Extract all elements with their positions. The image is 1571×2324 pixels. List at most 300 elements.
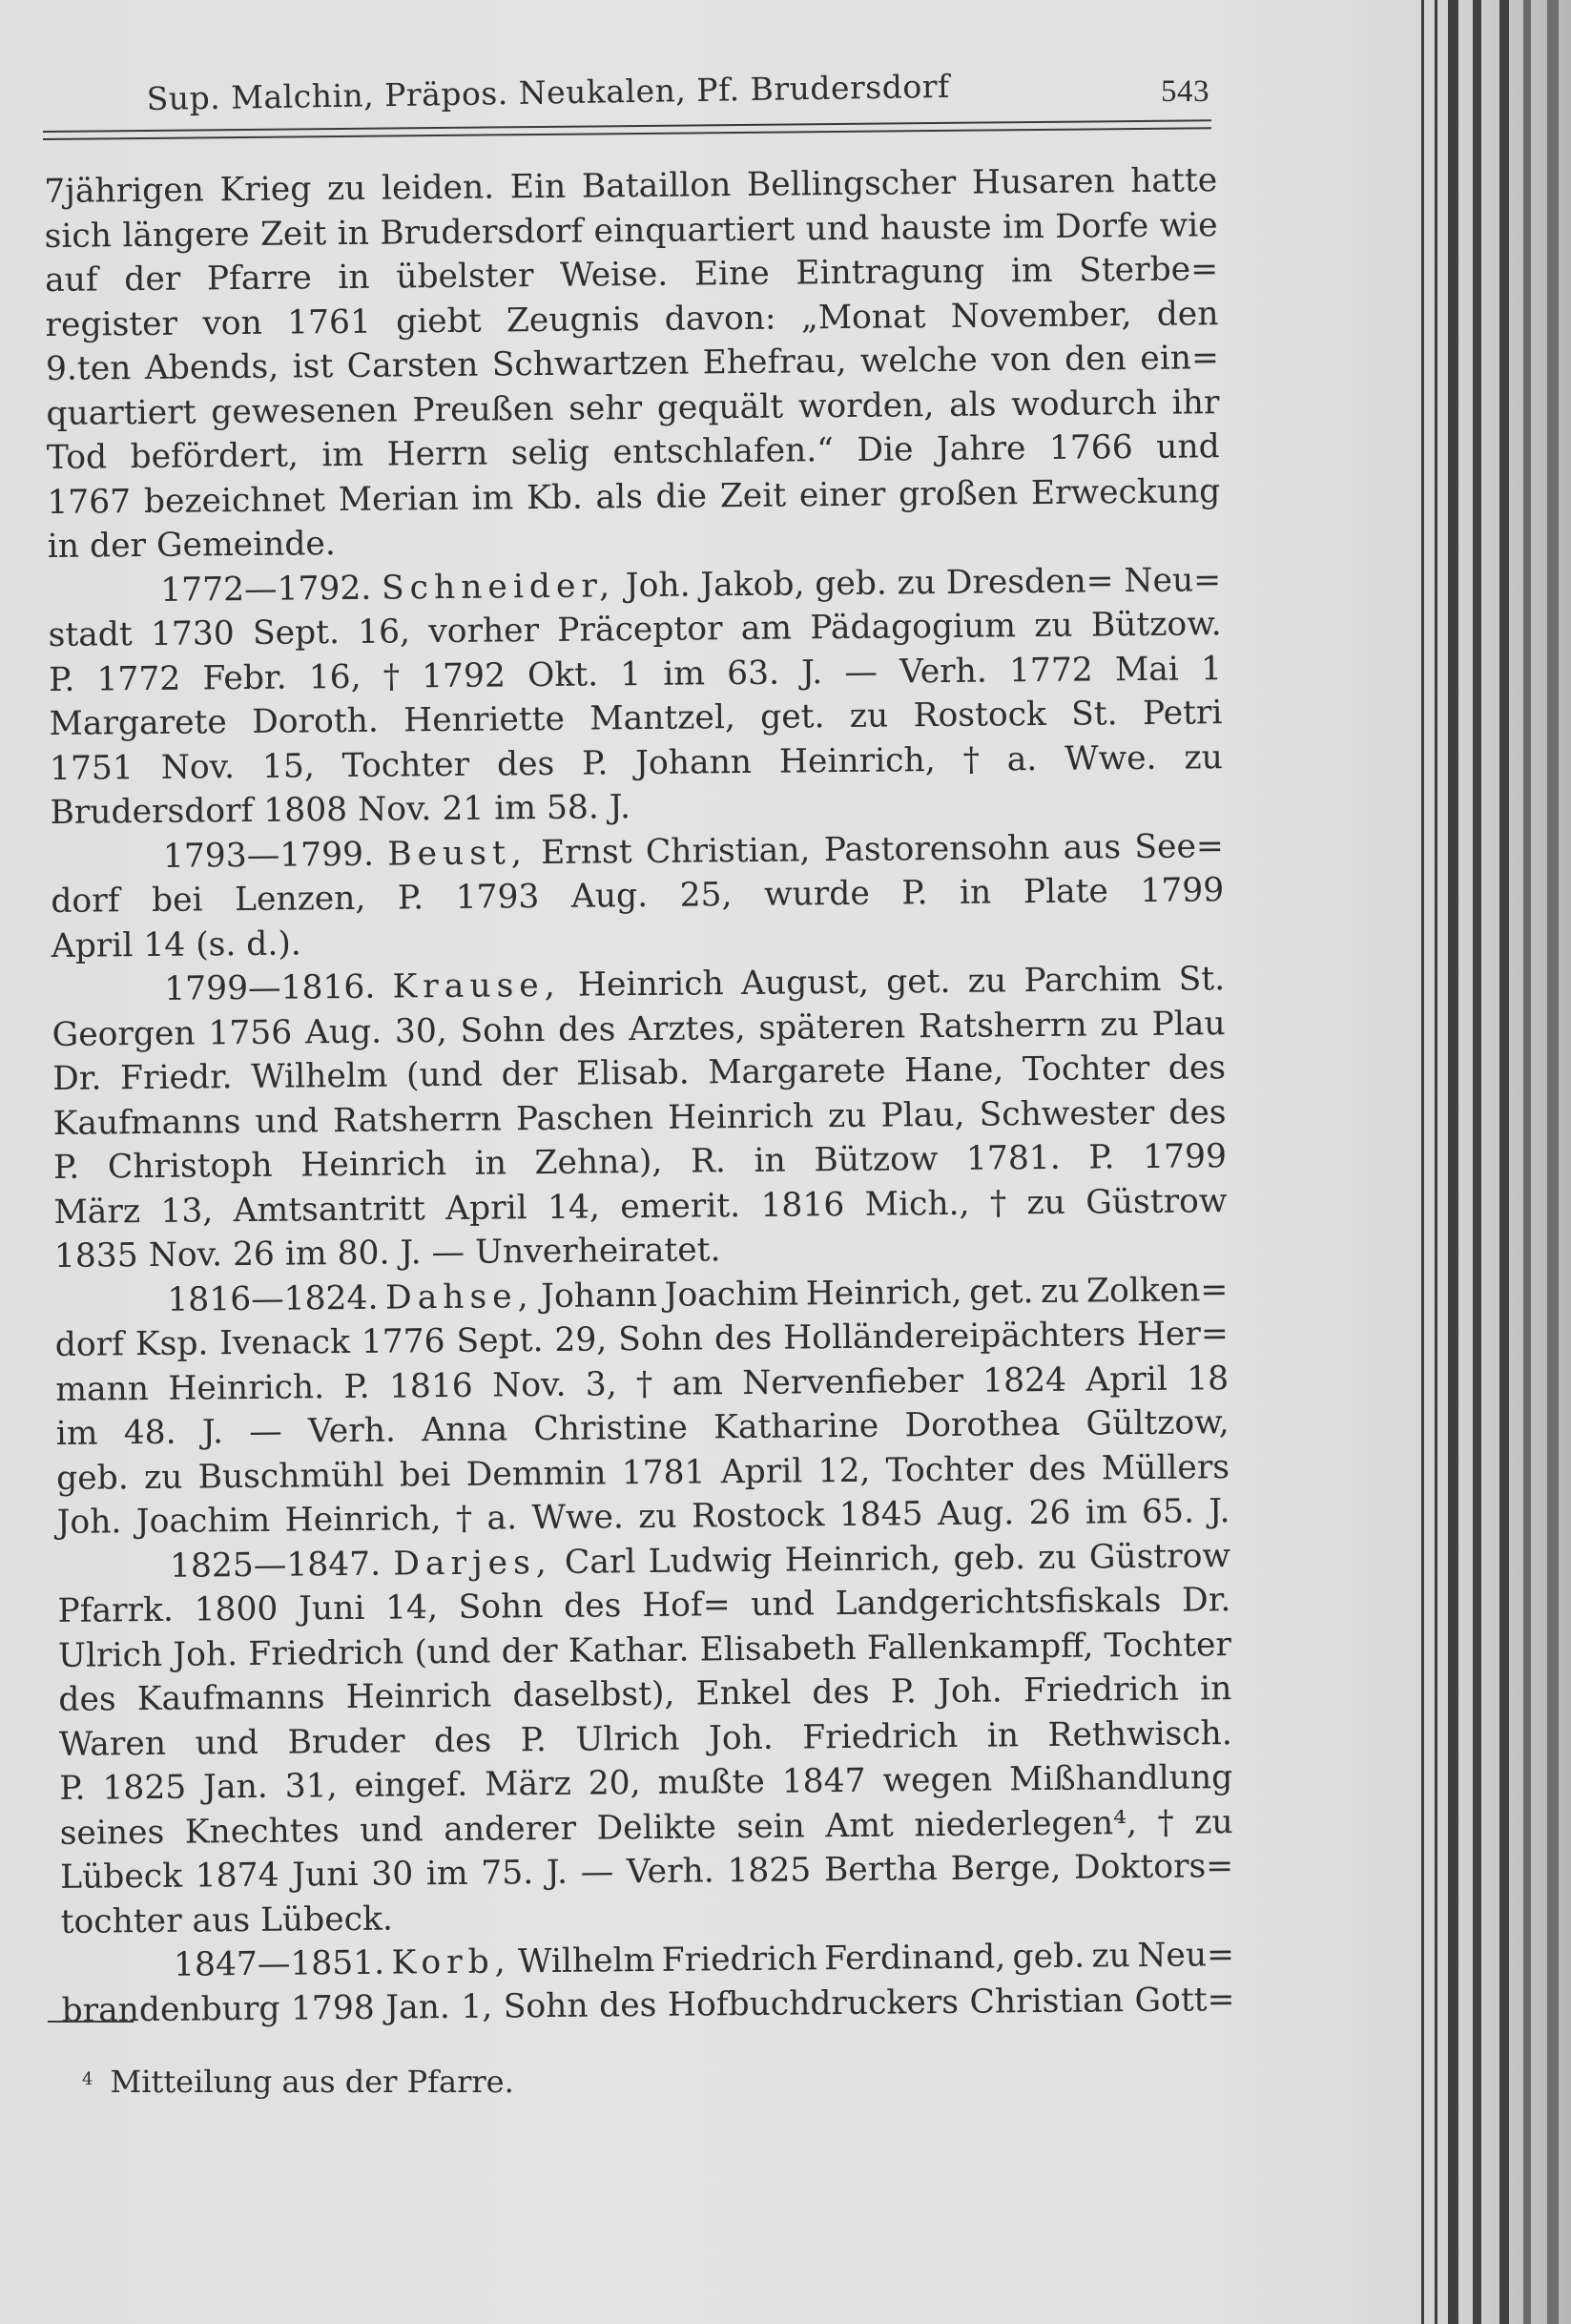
word: Kathar. <box>568 1630 690 1670</box>
word: 1799 <box>1142 1137 1228 1176</box>
word: 1825—1847. <box>169 1545 382 1586</box>
word: Pastorensohn <box>823 828 1050 869</box>
word: 1761 <box>286 302 372 342</box>
word: August, <box>740 963 870 1004</box>
word: Zeit <box>259 214 327 254</box>
word: 1800 <box>194 1589 279 1629</box>
word: Ratsherrn <box>332 1099 502 1140</box>
word: (s. <box>196 924 237 965</box>
word: im <box>284 1235 327 1274</box>
word: großen <box>898 473 1019 513</box>
word: Heinrich, <box>284 1500 442 1540</box>
word: Joachim <box>664 1274 799 1315</box>
word: Bruder <box>287 1721 405 1762</box>
word: quartiert <box>46 392 196 433</box>
word: P. <box>397 879 424 918</box>
word: längere <box>122 215 250 255</box>
word: 1793—1799. <box>162 835 375 876</box>
word: in <box>474 1144 507 1183</box>
word: — <box>249 1412 282 1451</box>
word: dorf <box>54 1325 125 1364</box>
word: 26 <box>232 1235 276 1275</box>
word: Doktors= <box>1073 1847 1234 1887</box>
word: Gültzow, <box>1085 1403 1230 1443</box>
word: Erweckung <box>1030 471 1221 512</box>
word: Nov. <box>357 790 432 829</box>
word: Gott= <box>1134 1980 1235 2020</box>
word: R. <box>690 1142 727 1181</box>
word: 1845 <box>838 1495 923 1535</box>
word: Brudersdorf <box>50 791 254 832</box>
word: vorher <box>428 612 540 652</box>
word: Pfarrk. <box>57 1590 175 1630</box>
word: Amt <box>825 1806 894 1845</box>
word: am <box>672 1363 724 1403</box>
word: den <box>1064 340 1127 379</box>
word: 58. <box>546 788 600 827</box>
word: Christian, <box>645 830 811 871</box>
word: Ehefrau, <box>702 342 847 383</box>
word: Katharine <box>713 1406 879 1447</box>
word: Plau, <box>880 1095 965 1135</box>
word: Ernst <box>540 832 632 872</box>
word: Berge, <box>950 1848 1062 1888</box>
word: Güstrow <box>1088 1536 1231 1577</box>
word: 1847 <box>781 1761 866 1801</box>
word: Bellingscher <box>746 163 957 204</box>
footnote-rule <box>48 2021 134 2023</box>
word: Verh. <box>899 652 988 691</box>
word: als <box>595 477 644 516</box>
word: Unverheiratet. <box>474 1231 721 1272</box>
word: Delikte <box>596 1807 717 1848</box>
word: 48. <box>123 1413 176 1453</box>
word: in <box>47 527 80 566</box>
word: befördert, <box>130 436 300 477</box>
word: im <box>494 789 537 828</box>
word: Jahre <box>936 429 1026 469</box>
word: Johann <box>635 742 753 782</box>
word: zu <box>1100 1005 1139 1044</box>
word: zu <box>1034 606 1073 646</box>
word: im <box>55 1414 98 1453</box>
word: Juni <box>292 1855 359 1895</box>
word: Heinrich <box>300 1144 447 1185</box>
word: niederlegen⁴, <box>914 1803 1138 1844</box>
word: Heinrich, <box>784 1539 941 1580</box>
word: Arztes, <box>628 1008 746 1048</box>
word: Zehna), <box>534 1142 663 1183</box>
word: zu <box>827 1096 867 1135</box>
word: Krieg <box>219 170 312 210</box>
word: — <box>580 1853 614 1892</box>
word: im <box>425 1854 468 1894</box>
word: Hof= <box>641 1586 731 1626</box>
word: Margarete <box>708 1051 886 1092</box>
word: geb. <box>953 1538 1026 1578</box>
word: Eintragung <box>796 252 985 293</box>
word: St. <box>1178 960 1226 999</box>
word: (und <box>414 1632 491 1671</box>
word: Wwe. <box>1064 738 1157 778</box>
word: auf <box>44 260 98 300</box>
word: 1781 <box>621 1452 706 1492</box>
word: in <box>986 1715 1020 1755</box>
word: Waren <box>58 1724 167 1764</box>
word: 1756 <box>208 1013 293 1052</box>
word: mußte <box>657 1762 765 1802</box>
word: 26 <box>1028 1493 1071 1533</box>
word: Mich., <box>864 1184 970 1224</box>
word: St. <box>1070 695 1118 734</box>
word: 15, <box>261 746 315 786</box>
word: Ferdinand, <box>823 1938 1006 1979</box>
word: Plate <box>1023 872 1109 912</box>
word: P. <box>890 1672 918 1712</box>
word: 9.ten <box>45 349 132 388</box>
word: 63. <box>726 654 780 693</box>
word: und <box>1156 427 1220 467</box>
word: 1825 <box>102 1768 187 1808</box>
word: 1825 <box>727 1851 812 1891</box>
word: Verh. <box>626 1852 714 1892</box>
word: zu <box>326 169 366 209</box>
page-number: 543 <box>1161 74 1209 109</box>
word: des <box>1028 1449 1086 1488</box>
word: Merian <box>338 479 460 519</box>
word: 1835 <box>53 1236 138 1276</box>
word: Heinrich, <box>805 1273 962 1313</box>
word: Dorothea <box>904 1404 1061 1445</box>
word: im <box>321 435 364 475</box>
word: des <box>713 1318 773 1359</box>
word: bei <box>399 1455 451 1494</box>
word: zu <box>1091 1937 1131 1976</box>
word: April <box>51 925 134 965</box>
word: Kaufmanns <box>52 1102 241 1143</box>
word: Her= <box>1136 1315 1229 1355</box>
word: zu <box>143 1458 183 1497</box>
word: Sohn <box>503 1986 589 2025</box>
word: Febr. <box>202 658 287 697</box>
word: 21 <box>442 789 485 829</box>
page-edge-line <box>1421 0 1424 2324</box>
word: Ksp. <box>134 1324 209 1364</box>
word: a. <box>1006 739 1038 778</box>
word: Zeit <box>719 476 787 515</box>
word: Sohn <box>618 1319 704 1359</box>
word: tochter <box>60 1901 182 1941</box>
word: 1, <box>461 1987 493 2026</box>
word: März <box>485 1764 571 1804</box>
word: a. <box>486 1499 518 1538</box>
word: J. <box>400 1234 422 1273</box>
word: P. <box>1088 1138 1115 1177</box>
word: Krause, <box>392 965 561 1006</box>
footnote-marker: 4 <box>82 2069 93 2089</box>
word: 7jährigen <box>44 171 205 211</box>
word: Johann <box>541 1276 658 1316</box>
word: Wwe. <box>531 1498 625 1538</box>
word: des <box>557 1009 616 1049</box>
word: anderer <box>444 1809 577 1849</box>
word: Pfarre <box>206 259 312 299</box>
word: Paschen <box>515 1098 654 1138</box>
word: † <box>1157 1803 1174 1842</box>
word: selig <box>510 433 590 473</box>
word: Henriette <box>403 699 566 740</box>
page-edge-line <box>1523 0 1531 2324</box>
word: 1816 <box>760 1185 845 1225</box>
word: am <box>740 609 793 649</box>
word: Herrn <box>386 434 488 474</box>
word: (und <box>405 1055 484 1095</box>
word: J. <box>609 788 631 827</box>
word: Husaren <box>971 162 1115 202</box>
word: Bützow. <box>1090 605 1222 645</box>
word: 31, <box>284 1767 338 1806</box>
word: Sept. <box>252 613 341 653</box>
word: Nervenfieber <box>742 1361 964 1402</box>
word: 1772 <box>1008 650 1093 690</box>
word: Friedrich <box>661 1940 817 1980</box>
word: November, <box>950 295 1132 336</box>
word: Doroth. <box>251 701 380 741</box>
word: zu <box>638 1497 677 1537</box>
word: wie <box>1159 205 1218 245</box>
word: Dorfe <box>1054 206 1149 246</box>
word: den <box>1156 294 1219 334</box>
word: Darjes, <box>393 1543 552 1584</box>
word: Preußen <box>412 389 554 429</box>
word: 1772—1792. <box>160 569 372 610</box>
word: Aug. <box>570 876 649 916</box>
word: Abends, <box>144 347 279 387</box>
word: get. <box>759 697 825 737</box>
word: Ulrich <box>57 1635 163 1675</box>
word: stadt <box>48 615 133 654</box>
word: Knechtes <box>184 1811 340 1852</box>
word: leiden. <box>381 168 495 208</box>
word: wurde <box>763 874 870 914</box>
word: 1799—1816. <box>164 967 376 1008</box>
word: Dahse, <box>384 1276 534 1318</box>
word: einer <box>798 475 886 514</box>
word: Schwester <box>979 1093 1155 1134</box>
word: Margarete <box>49 703 227 743</box>
word: get. <box>886 962 951 1002</box>
word: des <box>433 1721 492 1760</box>
page-edge-line <box>1448 0 1458 2324</box>
word: von <box>991 340 1051 380</box>
word: Rostock <box>691 1496 825 1536</box>
word: 12, <box>817 1451 871 1490</box>
word: Joachim <box>135 1501 271 1542</box>
word: † <box>962 740 981 779</box>
word: Enkel <box>695 1673 792 1713</box>
word: 1767 <box>47 482 132 522</box>
word: Heinrich. <box>168 1367 325 1408</box>
word: der <box>501 1631 558 1670</box>
word: 20, <box>588 1764 641 1803</box>
word: April <box>1085 1359 1168 1400</box>
word: 75. <box>481 1854 534 1893</box>
word: eingef. <box>354 1765 468 1805</box>
word: Kaufmanns <box>136 1678 325 1719</box>
word: in <box>959 873 992 912</box>
word: Verh. <box>307 1411 397 1451</box>
word: Tochter <box>341 745 470 785</box>
word: des <box>496 744 555 783</box>
word: Christian <box>969 1981 1125 2022</box>
word: einquartiert <box>593 209 796 250</box>
word: 16, <box>308 657 362 696</box>
word: zu <box>1040 1272 1080 1311</box>
word: seines <box>59 1813 165 1853</box>
word: März <box>53 1192 141 1232</box>
word: „Monat <box>800 297 926 337</box>
word: Holländereipächters <box>782 1316 1127 1358</box>
word: zu <box>897 563 937 602</box>
word: Amtsantritt <box>233 1189 425 1230</box>
word: späteren <box>758 1006 906 1048</box>
word: zu <box>967 962 1007 1001</box>
word: Juni <box>298 1588 365 1629</box>
word: Friedr. <box>119 1058 233 1098</box>
word: in <box>1199 1670 1232 1709</box>
page-edge-line <box>1435 0 1437 2324</box>
word: Dresden= <box>945 561 1114 602</box>
word: brandenburg <box>61 1989 280 2030</box>
word: Friedrich <box>248 1632 404 1673</box>
word: in <box>754 1141 786 1180</box>
word: Brudersdorf <box>380 212 584 253</box>
word: 1793 <box>455 878 540 917</box>
word: Ludwig <box>648 1541 773 1581</box>
word: Ein <box>509 167 567 207</box>
word: Elisab. <box>575 1053 690 1093</box>
word: Bertha <box>823 1850 939 1890</box>
word: in <box>338 258 370 298</box>
word: Tochter <box>1022 1048 1150 1089</box>
word: 1798 <box>290 1988 375 2028</box>
word: Pädagogium <box>810 607 1017 648</box>
word: der <box>501 1054 558 1094</box>
word: ihr <box>1171 383 1220 423</box>
word: 1772 <box>96 659 181 698</box>
word: 29, <box>554 1320 608 1359</box>
word: 1808 <box>263 790 348 830</box>
word: Sterbe= <box>1079 250 1219 290</box>
word: Eine <box>693 254 770 294</box>
word: J. <box>201 1413 224 1452</box>
word: übelster <box>396 257 534 297</box>
word: Okt. <box>527 654 599 695</box>
word: im <box>1002 207 1044 246</box>
word: und <box>751 1585 816 1624</box>
word: aus <box>192 1900 251 1940</box>
running-head <box>143 67 1209 122</box>
word: Landgerichtsfiskals <box>835 1581 1162 1624</box>
word: zu <box>1194 1802 1233 1841</box>
word: aus <box>1063 827 1122 867</box>
word: von <box>202 303 263 342</box>
word: J. <box>1209 1492 1230 1531</box>
word: im <box>1085 1493 1127 1532</box>
word: 14 <box>143 925 186 965</box>
word: Neu= <box>1137 1936 1235 1976</box>
word: sich <box>44 216 113 256</box>
word: bei <box>151 881 203 920</box>
word: P. <box>48 660 75 699</box>
word: zu <box>849 696 889 736</box>
word: Elisabeth <box>699 1629 857 1669</box>
word: gewesenen <box>211 390 398 431</box>
word: gequält <box>656 387 784 427</box>
word: Schwartzen <box>491 343 690 384</box>
word: sehr <box>568 388 643 428</box>
footnote-text: Mitteilung aus der Pfarre. <box>110 2064 514 2100</box>
word: als <box>948 384 997 425</box>
word: wegen <box>882 1760 993 1800</box>
word: Bataillon <box>581 166 732 206</box>
word: sein <box>736 1806 805 1846</box>
word: mann <box>55 1369 150 1409</box>
word: 80. <box>337 1234 390 1274</box>
word: register <box>45 304 178 344</box>
word: 18 <box>1187 1359 1230 1399</box>
word: Aug. <box>937 1494 1015 1534</box>
word: geb. <box>1012 1937 1085 1977</box>
word: ist <box>292 347 334 386</box>
word: Müllers <box>1101 1447 1230 1487</box>
word: Friedrich <box>1023 1670 1180 1711</box>
word: der <box>89 526 147 566</box>
word: und <box>195 1723 259 1763</box>
word: Jan. <box>385 1987 451 2027</box>
word: emerit. <box>620 1186 741 1226</box>
word: † <box>989 1183 1007 1223</box>
word: Dr. <box>52 1059 102 1098</box>
word: Ratsherrn <box>918 1006 1087 1046</box>
word: Joh. <box>56 1503 122 1542</box>
word: Güstrow <box>1085 1181 1228 1222</box>
word: Heinrich <box>345 1676 492 1717</box>
word: Heinrich <box>577 965 724 1005</box>
word: Hane, <box>903 1050 1004 1090</box>
word: Parchim <box>1023 960 1162 1001</box>
word: P. <box>581 743 609 783</box>
word: 1781. <box>965 1138 1061 1178</box>
word: Christine <box>533 1408 688 1449</box>
word: im <box>1010 251 1053 291</box>
word: Lübeck <box>59 1857 183 1897</box>
word: entschlafen.“ <box>612 431 835 472</box>
word: Gemeinde. <box>155 525 337 565</box>
word: Ivenack <box>219 1322 351 1363</box>
word: 1799 <box>1140 871 1225 911</box>
word: Lübeck. <box>259 1899 394 1940</box>
word: Nov. <box>160 747 236 787</box>
word: J. <box>800 653 823 692</box>
word: Kb. <box>526 478 584 517</box>
word: Tochter <box>1104 1625 1232 1665</box>
word: 25, <box>679 876 733 915</box>
word: Anna <box>422 1410 508 1450</box>
running-head-title: Sup. Malchin, Präpos. Neukalen, Pf. Brudersdorf <box>146 67 950 117</box>
word: P. <box>59 1769 86 1808</box>
word: und <box>360 1810 424 1850</box>
